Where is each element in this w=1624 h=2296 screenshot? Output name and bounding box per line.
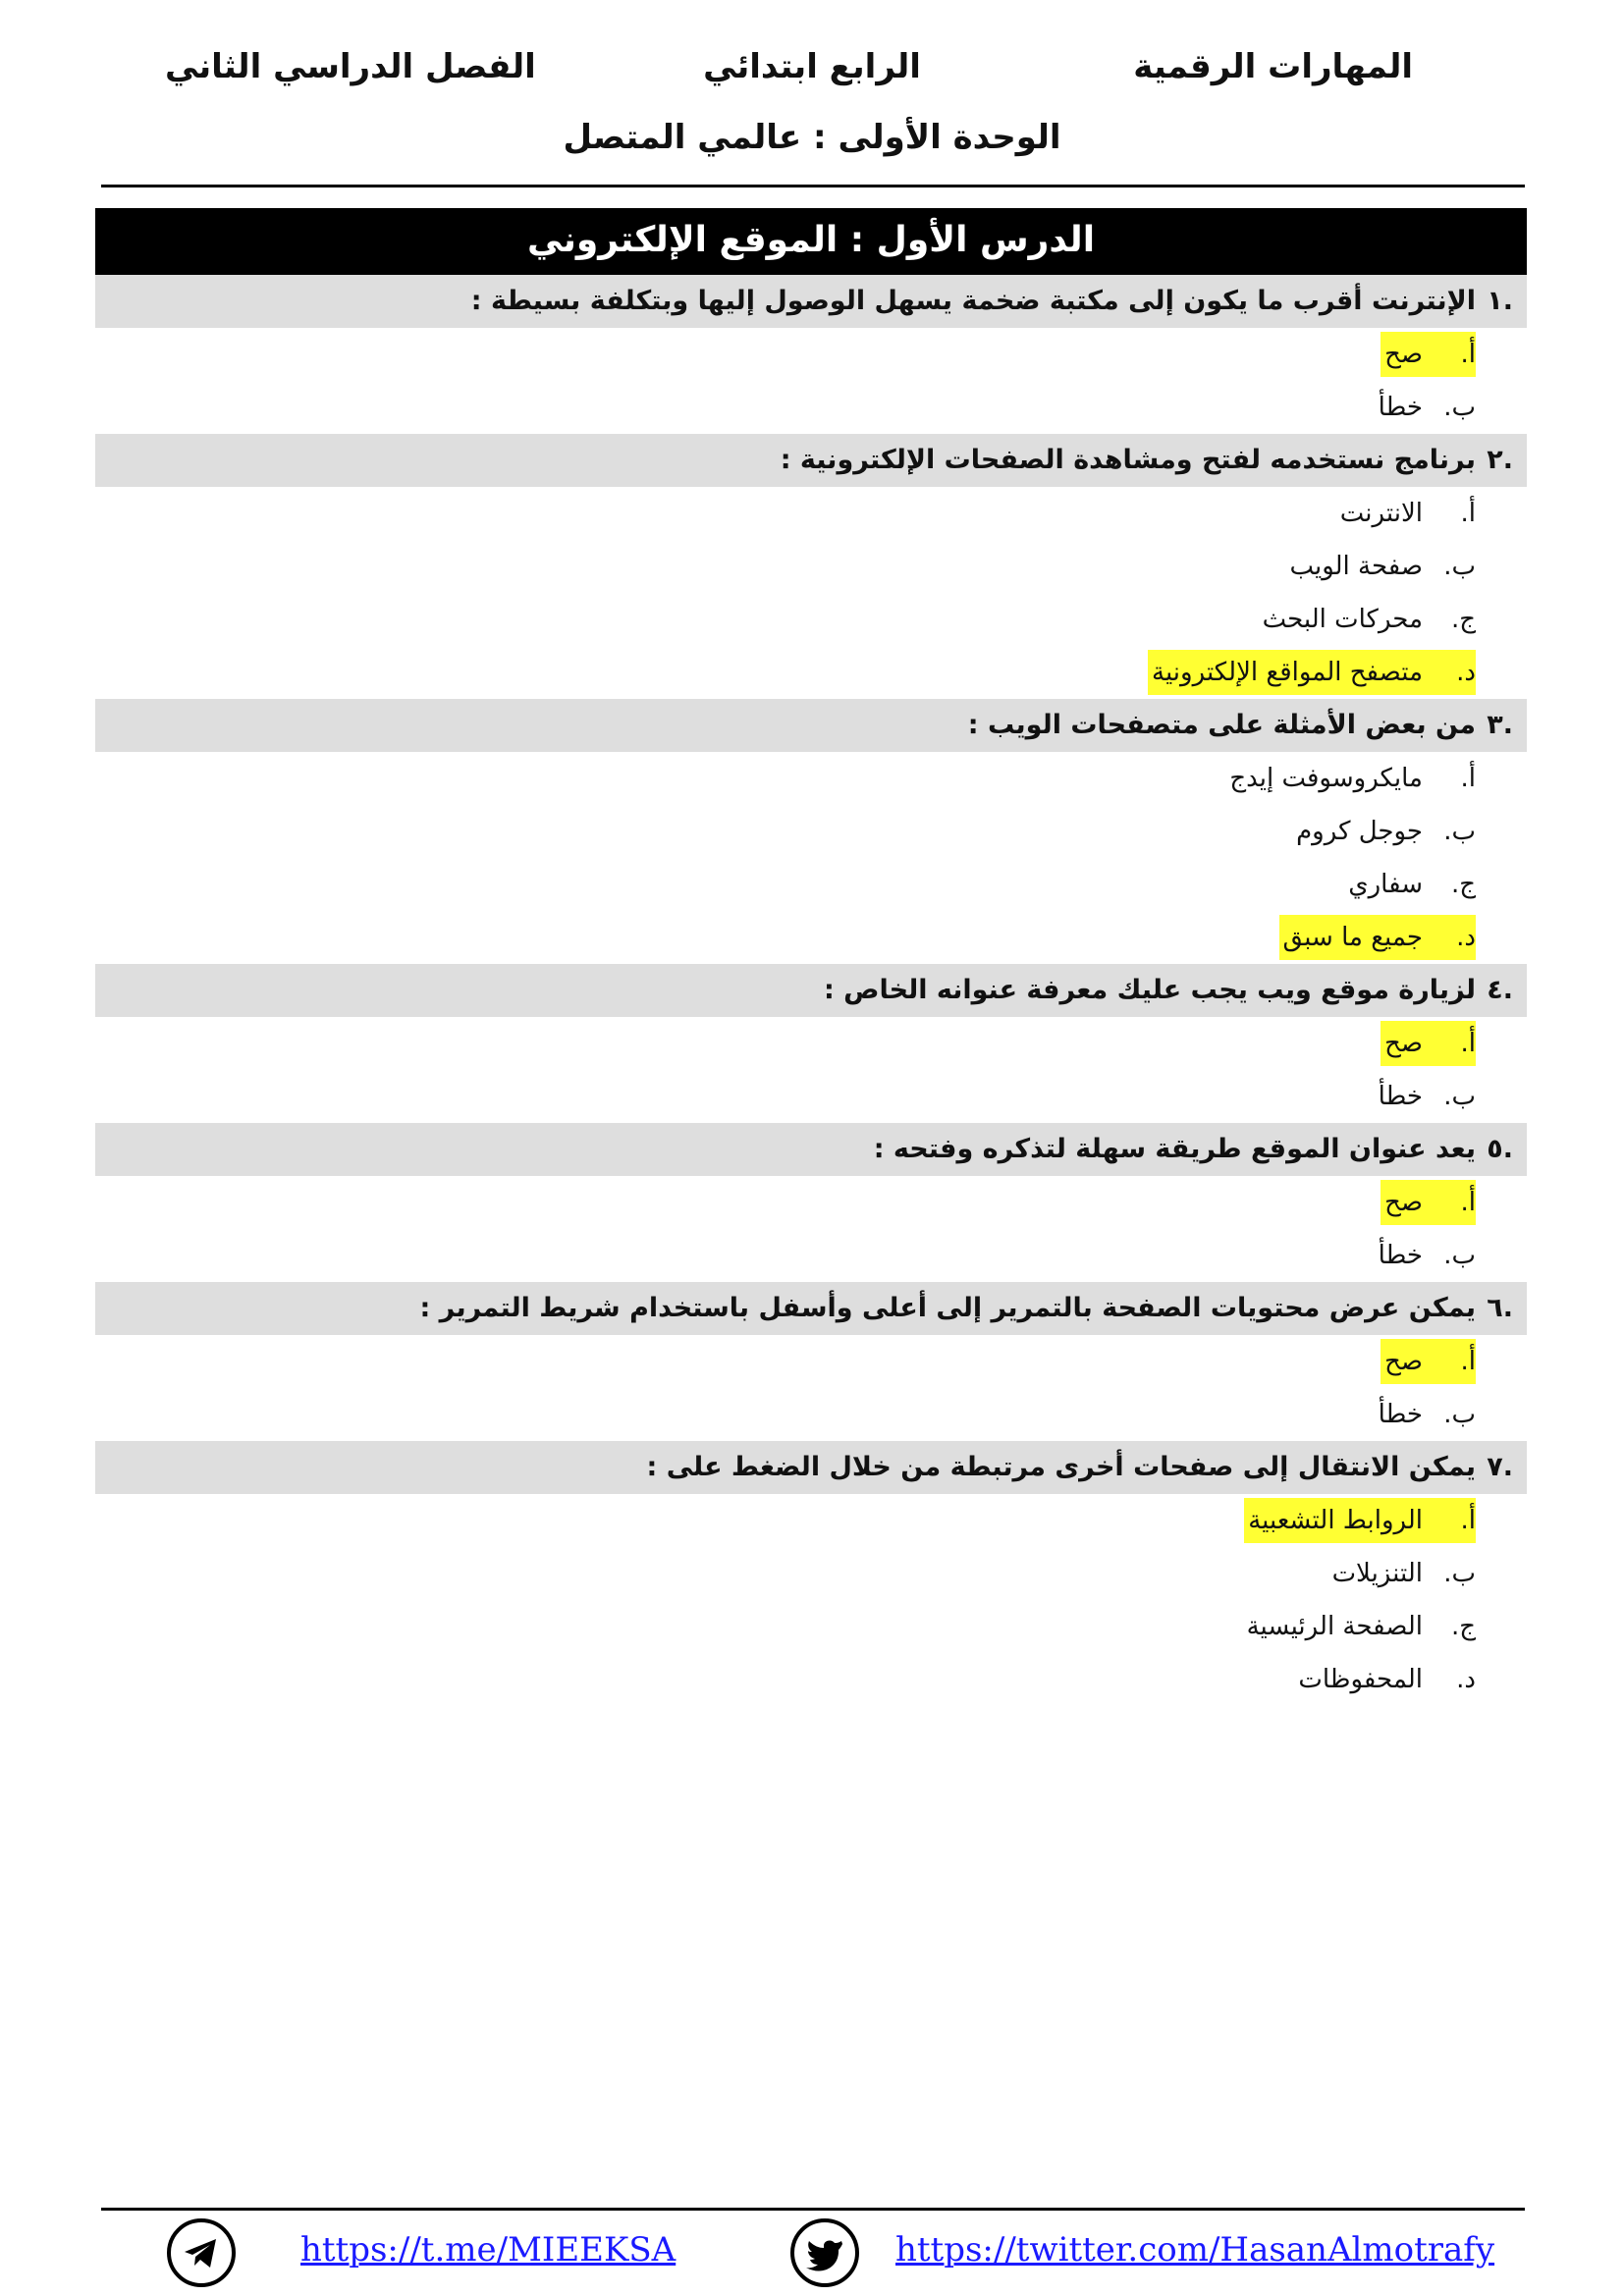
telegram-link[interactable]: https://t.me/MIEEKSA (300, 2230, 677, 2269)
option-letter: أ. (1460, 1029, 1476, 1058)
header-divider (101, 185, 1525, 187)
option-text: الصفحة الرئيسية (1246, 1612, 1423, 1641)
question-number: .٤ (1487, 975, 1513, 1005)
answer-option (95, 752, 1527, 805)
answer-option (95, 1600, 1527, 1653)
option-text: المحفوظات (1298, 1665, 1423, 1694)
option-letter: ب. (1443, 1559, 1476, 1588)
answer-option (95, 911, 1527, 964)
page-header (0, 39, 1624, 108)
option-text: مايكروسوفت إيدج (1229, 764, 1423, 793)
option-text: التنزيلات (1331, 1559, 1423, 1588)
correct-answer-text: جميع ما سبق (1279, 915, 1476, 960)
answer-option (95, 646, 1527, 699)
correct-answer-text: الروابط التشعبية (1244, 1498, 1476, 1543)
option-letter: د. (1456, 1665, 1476, 1694)
answer-option (95, 487, 1527, 540)
option-letter: أ. (1460, 1188, 1476, 1217)
question-row (95, 1441, 1527, 1494)
answer-option (95, 1070, 1527, 1123)
option-letter: ج. (1450, 605, 1476, 634)
option-letter: ب. (1443, 1400, 1476, 1429)
option-letter: أ. (1460, 499, 1476, 528)
page-footer (0, 2218, 1624, 2287)
unit-title: الوحدة الأولى : عالمي المتصل (563, 118, 1061, 157)
option-letter: د. (1456, 658, 1476, 687)
option-text: خطأ (1378, 1241, 1423, 1270)
question-row (95, 1123, 1527, 1176)
option-letter: ب. (1443, 817, 1476, 846)
correct-answer-text: صح (1380, 1339, 1476, 1384)
question-number: .٣ (1487, 710, 1513, 740)
correct-answer-text: صح (1380, 1021, 1476, 1066)
footer-divider (101, 2208, 1525, 2211)
telegram-icon[interactable] (167, 2218, 236, 2287)
option-letter: ب. (1443, 1241, 1476, 1270)
correct-answer-text: صح (1380, 1180, 1476, 1225)
option-text: خطأ (1378, 1082, 1423, 1111)
option-letter: ب. (1443, 552, 1476, 581)
question-row (95, 1282, 1527, 1335)
question-number: .٧ (1487, 1452, 1513, 1482)
option-letter: ب. (1443, 1082, 1476, 1111)
question-number: .٥ (1487, 1134, 1513, 1164)
grade-title: الرابع ابتدائي (703, 47, 921, 86)
question-text: يمكن الانتقال إلى صفحات أخرى مرتبطة من خلال الضغط على : (646, 1452, 1476, 1482)
answer-option (95, 1388, 1527, 1441)
option-text: محركات البحث (1262, 605, 1423, 634)
correct-answer-text: صح (1380, 332, 1476, 377)
option-letter: ج. (1450, 1612, 1476, 1641)
option-letter: أ. (1460, 764, 1476, 793)
option-text: خطأ (1378, 1400, 1423, 1429)
answer-option (95, 1229, 1527, 1282)
option-letter: أ. (1460, 1347, 1476, 1376)
answer-option (95, 328, 1527, 381)
option-letter: أ. (1460, 1506, 1476, 1535)
answer-option (95, 858, 1527, 911)
question-text: لزيارة موقع ويب يجب عليك معرفة عنوانه الخاص : (823, 975, 1476, 1005)
question-list (95, 275, 1527, 1706)
option-text: الانترنت (1339, 499, 1423, 528)
option-letter: ج. (1450, 870, 1476, 899)
question-row (95, 434, 1527, 487)
answer-option (95, 1494, 1527, 1547)
question-text: من بعض الأمثلة على متصفحات الويب : (967, 710, 1476, 740)
option-text: سفاري (1348, 870, 1423, 899)
question-number: .١ (1487, 286, 1513, 316)
answer-option (95, 540, 1527, 593)
question-text: يعد عنوان الموقع طريقة سهلة لتذكره وفتحه : (873, 1134, 1476, 1164)
question-row (95, 964, 1527, 1017)
question-text: يمكن عرض محتويات الصفحة بالتمرير إلى أعلى وأسفل باستخدام شريط التمرير : (419, 1293, 1476, 1323)
answer-option (95, 805, 1527, 858)
question-text: الإنترنت أقرب ما يكون إلى مكتبة ضخمة يسهل الوصول إليها وبتكلفة بسيطة : (470, 286, 1476, 316)
question-number: .٢ (1487, 445, 1513, 475)
option-text: صفحة الويب (1289, 552, 1423, 581)
question-text: برنامج نستخدمه لفتح ومشاهدة الصفحات الإلكترونية : (780, 445, 1476, 475)
answer-option (95, 381, 1527, 434)
subject-title: المهارات الرقمية (1133, 47, 1413, 86)
option-letter: ب. (1443, 393, 1476, 422)
option-text: خطأ (1378, 393, 1423, 422)
answer-option (95, 1653, 1527, 1706)
correct-answer-text: متصفح المواقع الإلكترونية (1148, 650, 1476, 695)
answer-option (95, 1547, 1527, 1600)
question-number: .٦ (1487, 1293, 1513, 1323)
twitter-icon[interactable] (790, 2218, 859, 2287)
term-title: الفصل الدراسي الثاني (165, 47, 536, 86)
answer-option (95, 1017, 1527, 1070)
option-text: جوجل كروم (1296, 817, 1423, 846)
twitter-link[interactable]: https://twitter.com/HasanAlmotrafy (895, 2230, 1495, 2269)
question-row (95, 699, 1527, 752)
question-row (95, 275, 1527, 328)
answer-option (95, 593, 1527, 646)
option-letter: د. (1456, 923, 1476, 952)
option-letter: أ. (1460, 340, 1476, 369)
answer-option (95, 1335, 1527, 1388)
lesson-title: الدرس الأول : الموقع الإلكتروني (95, 208, 1527, 275)
answer-option (95, 1176, 1527, 1229)
